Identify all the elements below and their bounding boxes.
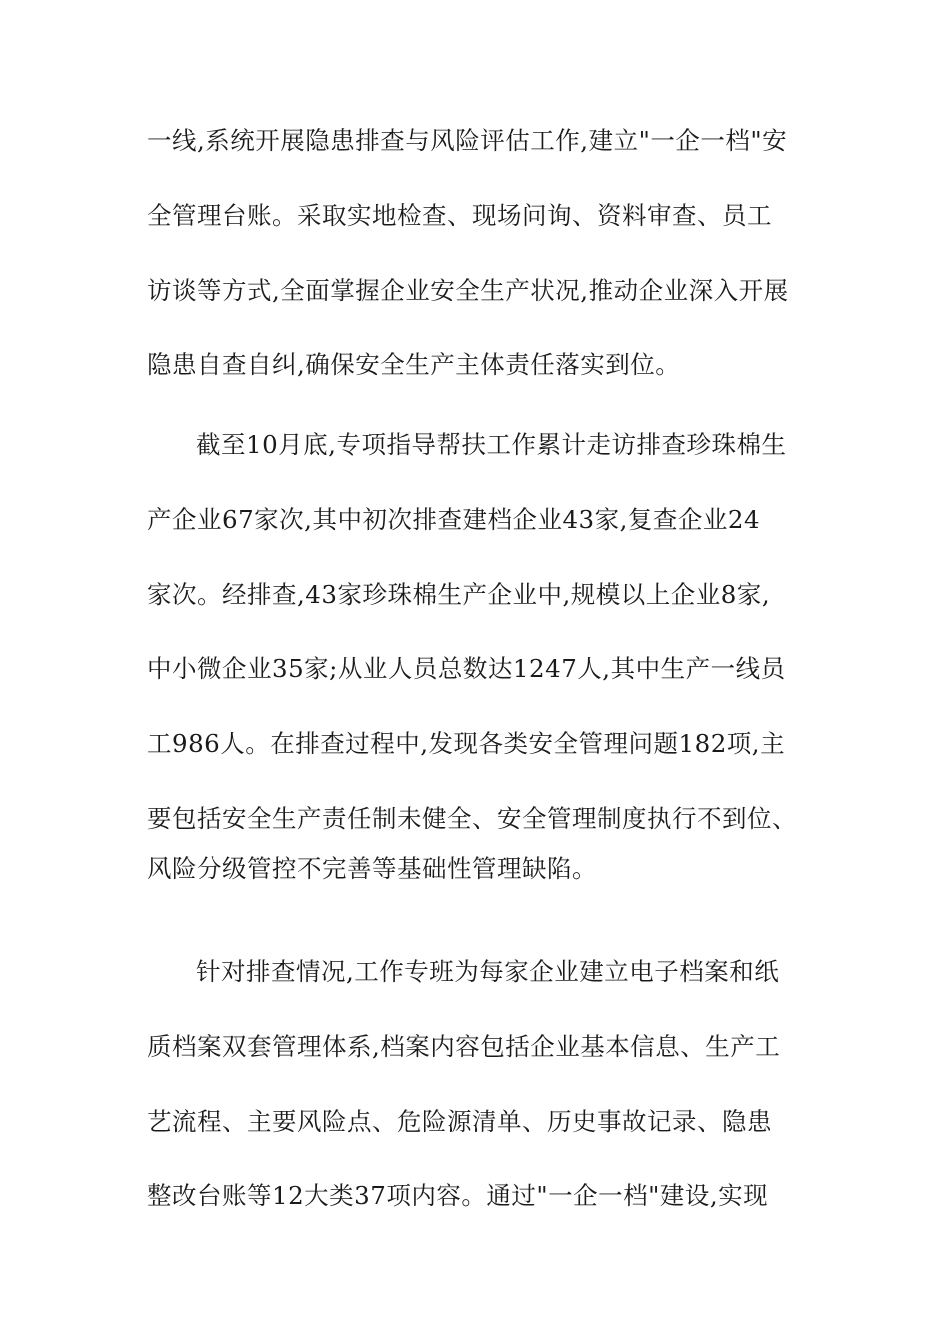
text-line: 一线,系统开展隐患排查与风险评估工作,建立"一企一档"安 [147,126,788,155]
text-line: 针对排查情况,工作专班为每家企业建立电子档案和纸 [196,957,780,986]
text-line: 工986人。在排查过程中,发现各类安全管理问题182项,主 [147,729,786,758]
text-line: 要包括安全生产责任制未健全、安全管理制度执行不到位、 [147,804,797,833]
text-line: 整改台账等12大类37项内容。通过"一企一档"建设,实现 [147,1181,769,1210]
text-line: 全管理台账。采取实地检查、现场问询、资料审查、员工 [147,201,772,230]
text-line: 家次。经排查,43家珍珠棉生产企业中,规模以上企业8家, [147,580,771,609]
text-line: 质档案双套管理体系,档案内容包括企业基本信息、生产工 [147,1032,781,1061]
text-line: 访谈等方式,全面掌握企业安全生产状况,推动企业深入开展 [147,276,789,305]
text-line: 中小微企业35家;从业人员总数达1247人,其中生产一线员 [147,654,786,683]
text-line: 风险分级管控不完善等基础性管理缺陷。 [147,854,597,883]
text-line: 产企业67家次,其中初次排查建档企业43家,复查企业24 [147,505,761,534]
text-line: 艺流程、主要风险点、危险源清单、历史事故记录、隐患 [147,1107,772,1136]
text-line: 截至10月底,专项指导帮扶工作累计走访排查珍珠棉生 [196,430,787,459]
text-line: 隐患自查自纠,确保安全生产主体责任落实到位。 [147,350,681,379]
